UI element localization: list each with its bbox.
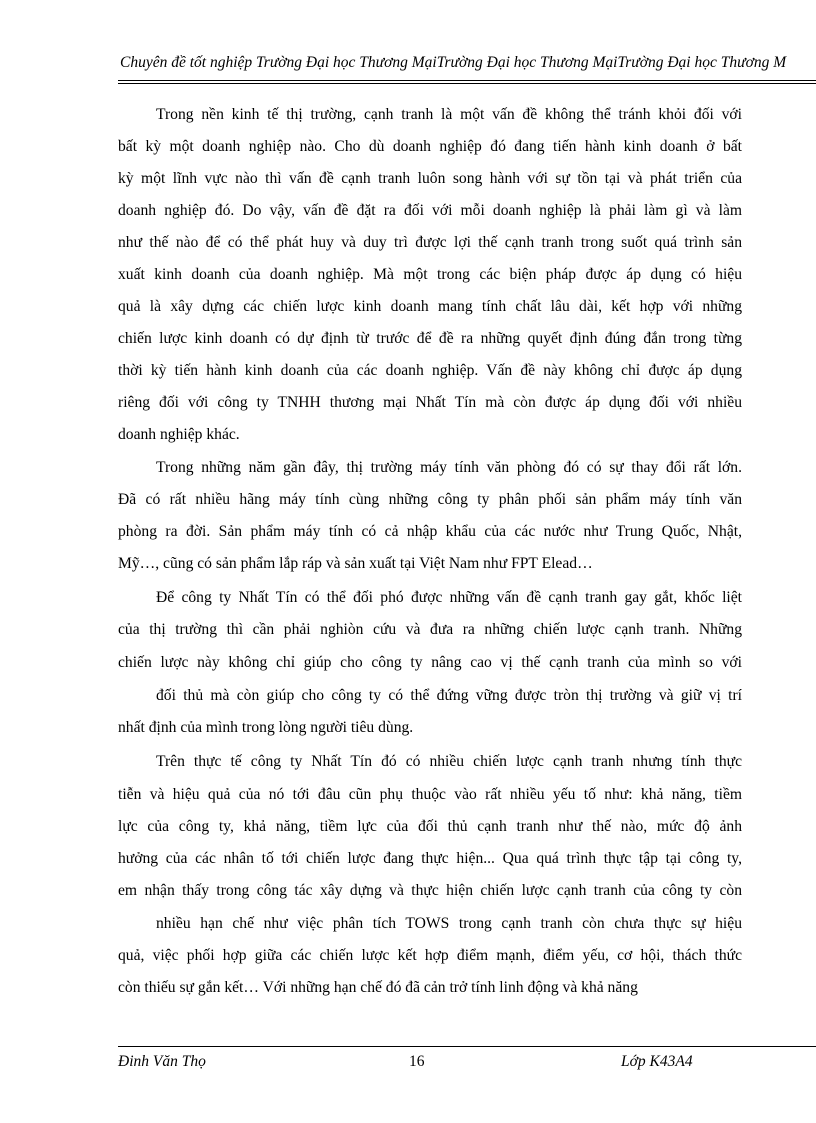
paragraph-line: nhiều hạn chế như việc phân tích TOWS trong cạnh tranh còn chưa thực sự hiệu xyxy=(156,915,742,932)
paragraph-line: em nhận thấy trong công tác xây dựng và thực hiện chiến lược cạnh tranh của công ty còn xyxy=(118,882,742,899)
paragraph-line: hưởng của các nhân tố tới chiến lược đang thực hiện... Qua quá trình thực tập tại công ty, xyxy=(118,850,742,867)
paragraph-line: còn thiếu sự gắn kết… Với những hạn chế đó đã cản trở tính linh động và khả năng xyxy=(118,979,638,996)
paragraph-line: phòng ra đời. Sản phẩm máy tính có cả nhập khẩu của các nước như Trung Quốc, Nhật, xyxy=(118,523,742,540)
paragraph-line: Để công ty Nhất Tín có thể đối phó được những vấn đề cạnh tranh gay gắt, khốc liệt xyxy=(156,589,742,606)
paragraph-line: kỳ một lĩnh vực nào thì vấn đề cạnh tranh luôn song hành với sự tồn tại và phát triển của xyxy=(118,170,742,187)
paragraph-line: bất kỳ một doanh nghiệp nào. Cho dù doanh nghiệp đó đang tiến hành kinh doanh ở bất xyxy=(118,138,742,155)
paragraph-line: chiến lược kinh doanh có dự định từ trước để đề ra những quyết định đúng đắn trong từng xyxy=(118,330,742,347)
footer-rule xyxy=(118,1046,816,1047)
paragraph-line: như thế nào để có thể phát huy và duy trì được lợi thế cạnh tranh trong suốt quá trình sản xyxy=(118,234,742,251)
paragraph-line: Trong nền kinh tế thị trường, cạnh tranh là một vấn đề không thể tránh khỏi đối với xyxy=(156,106,742,123)
paragraph-line: Đã có rất nhiều hãng máy tính cùng những công ty phân phối sản phẩm máy tính văn xyxy=(118,491,742,508)
paragraph-line: đối thủ mà còn giúp cho công ty có thể đứng vững được tròn thị trường và giữ vị trí xyxy=(156,687,742,704)
page-number: 16 xyxy=(409,1053,425,1070)
paragraph-line: quả, việc phối hợp giữa các chiến lược kết hợp điểm mạnh, điểm yếu, cơ hội, thách thức xyxy=(118,947,742,964)
paragraph-line: riêng đối với công ty TNHH thương mại Nhất Tín mà còn được áp dụng đối với nhiều xyxy=(118,394,742,411)
paragraph-line: thời kỳ tiến hành kinh doanh của các doanh nghiệp. Vấn đề này không chỉ được áp dụng xyxy=(118,362,742,379)
paragraph-line: Trên thực tế công ty Nhất Tín đó có nhiều chiến lược cạnh tranh nhưng tính thực xyxy=(156,753,742,770)
paragraph-line: lực của công ty, khả năng, tiềm lực của đối thủ cạnh tranh như thế nào, mức độ ảnh xyxy=(118,818,742,835)
paragraph-line: nhất định của mình trong lòng người tiêu dùng. xyxy=(118,719,414,736)
paragraph-line: doanh nghiệp đó. Do vậy, vấn đề đặt ra đối với mỗi doanh nghiệp là phải làm gì và làm xyxy=(118,202,742,219)
paragraph-line: chiến lược này không chỉ giúp cho công ty nâng cao vị thế cạnh tranh của mình so với xyxy=(118,654,742,671)
paragraph-line: quả là xây dựng các chiến lược kinh doanh mang tính chất lâu dài, kết hợp với những xyxy=(118,298,742,315)
footer-author: Đinh Văn Thọ xyxy=(118,1053,206,1070)
paragraph-line: Mỹ…, cũng có sản phẩm lắp ráp và sản xuất tại Việt Nam như FPT Elead… xyxy=(118,555,593,572)
paragraph-line: Trong những năm gần đây, thị trường máy tính văn phòng đó có sự thay đổi rất lớn. xyxy=(156,459,742,476)
paragraph-line: tiễn và hiệu quả của nó tới đâu cũn phụ thuộc vào rất nhiều yếu tố như: khả năng, tiềm xyxy=(118,786,742,803)
paragraph-line: xuất kinh doanh của doanh nghiệp. Mà một trong các biện pháp được áp dụng có hiệu xyxy=(118,266,742,283)
running-header: Chuyên đề tốt nghiệp Trường Đại học Thương MạiTrường Đại học Thương MạiTrường Đại học Thương M xyxy=(120,54,787,71)
paragraph-line: của thị trường thì cần phải nghiòn cứu và đưa ra những chiến lược cạnh tranh. Những xyxy=(118,621,742,638)
paragraph-line: doanh nghiệp khác. xyxy=(118,426,240,443)
header-rule-inner xyxy=(118,83,816,84)
header-rule xyxy=(118,80,816,81)
footer-class: Lớp K43A4 xyxy=(621,1053,693,1070)
